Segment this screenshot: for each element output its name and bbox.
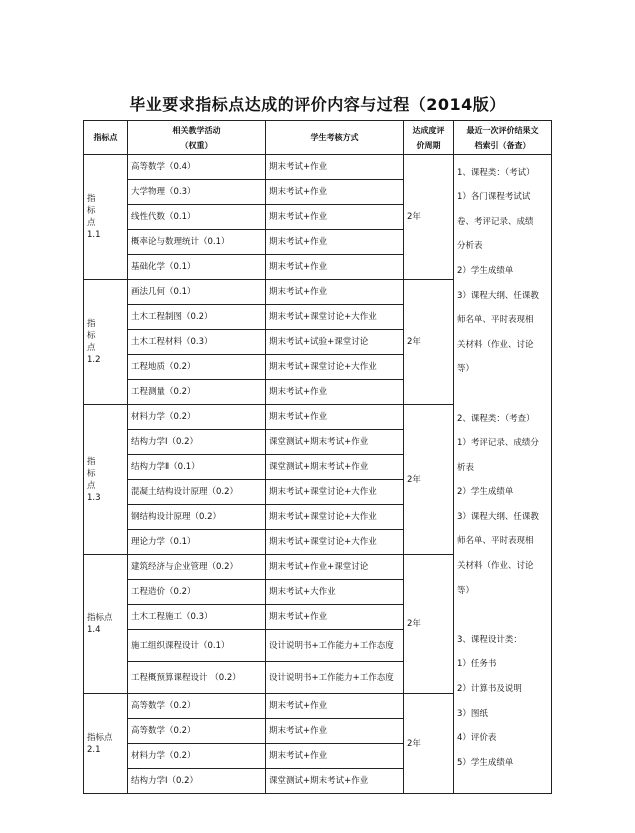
- indicator-cell: [84, 405, 128, 555]
- index-line: 师名单、平时表现相: [457, 536, 534, 547]
- method-cell: 期末考试+作业: [266, 405, 404, 430]
- activity-cell: 基础化学（0.1）: [128, 255, 266, 280]
- indicator-cell: [84, 280, 128, 405]
- method-cell: 期末考试+课堂讨论+大作业: [266, 480, 404, 505]
- header-activity: [128, 121, 266, 155]
- indicator-line: 标: [87, 206, 96, 216]
- index-line: 1）任务书: [457, 659, 497, 670]
- indicator-line: 指: [87, 456, 96, 467]
- indicator-line: 标: [87, 331, 96, 341]
- table-row: [84, 155, 552, 180]
- index-line: 2）学生成绩单: [457, 265, 514, 276]
- activity-cell: 画法几何（0.1）: [128, 280, 266, 305]
- activity-cell: 线性代数（0.1）: [128, 205, 266, 230]
- index-line: 等）: [457, 585, 475, 596]
- cycle-cell: 2年: [404, 555, 454, 694]
- index-line: 关材料（作业、讨论: [457, 561, 534, 572]
- activity-cell: 工程地质（0.2）: [128, 355, 266, 380]
- method-cell: 课堂测试+期末考试+作业: [266, 455, 404, 480]
- activity-cell: 钢结构设计原理（0.2）: [128, 505, 266, 530]
- indicator-line: 指: [87, 319, 96, 329]
- method-cell: 期末考试+作业: [266, 694, 404, 719]
- index-line: 1、课程类：（考试）: [457, 167, 535, 178]
- header-row: [84, 121, 552, 155]
- header-index-line2: 档索引（备查）: [474, 140, 531, 150]
- activity-cell: 材料力学（0.2）: [128, 405, 266, 430]
- indicator-line: 2.1: [87, 744, 101, 755]
- method-cell: 期末考试+课堂讨论+大作业: [266, 355, 404, 380]
- header-index: [454, 121, 552, 155]
- index-line: 关材料（作业、讨论: [457, 339, 534, 350]
- index-line: 师名单、平时表现相: [457, 315, 534, 326]
- activity-cell: 理论力学（0.1）: [128, 530, 266, 555]
- method-cell: 期末考试+作业: [266, 155, 404, 180]
- index-line: 卷、考评记录、成绩: [457, 216, 534, 227]
- index-line: 分析表: [457, 241, 483, 252]
- activity-cell: 土木工程施工（0.3）: [128, 605, 266, 630]
- indicator-line: 1.4: [87, 625, 101, 635]
- activity-cell: 大学物理（0.3）: [128, 180, 266, 205]
- header-indicator: 指标点: [84, 121, 128, 155]
- method-cell: 期末考试+大作业: [266, 580, 404, 605]
- method-cell: 课堂测试+期末考试+作业: [266, 769, 404, 794]
- method-cell: 期末考试+作业+课堂讨论: [266, 555, 404, 580]
- index-line: [457, 609, 548, 634]
- header-cycle-line1: 达成度评: [412, 125, 445, 135]
- header-activity-weight: （权重）: [180, 140, 213, 150]
- activity-cell: 结构力学Ⅱ（0.1）: [128, 455, 266, 480]
- index-line: 4）评价表: [457, 733, 497, 744]
- method-cell: 期末考试+作业: [266, 380, 404, 405]
- method-cell: 期末考试+作业: [266, 280, 404, 305]
- method-cell: 期末考试+课堂讨论+大作业: [266, 505, 404, 530]
- activity-cell: 工程测量（0.2）: [128, 380, 266, 405]
- method-cell: 期末考试+试验+课堂讨论: [266, 330, 404, 355]
- header-cycle: [404, 121, 454, 155]
- method-cell: 设计说明书+工作能力+工作态度: [266, 662, 404, 694]
- cycle-cell: 2年: [404, 155, 454, 280]
- index-line: 2）计算书及说明: [457, 684, 522, 695]
- index-line: 2、课程类：（考查）: [457, 413, 535, 424]
- index-line: 3）图纸: [457, 708, 488, 719]
- header-index-line1: 最近一次评价结果文: [466, 125, 539, 135]
- index-line: 1）考评记录、成绩分: [457, 438, 539, 449]
- activity-cell: 工程概预算课程设计 （0.2）: [128, 662, 266, 694]
- activity-cell: 高等数学（0.4）: [128, 155, 266, 180]
- activity-cell: 混凝土结构设计原理（0.2）: [128, 480, 266, 505]
- indicator-line: 指: [87, 194, 96, 204]
- cycle-cell: 2年: [404, 280, 454, 405]
- method-cell: 期末考试+作业: [266, 205, 404, 230]
- indicator-line: 指标点: [87, 613, 113, 623]
- activity-cell: 建筑经济与企业管理（0.2）: [128, 555, 266, 580]
- method-cell: 期末考试+作业: [266, 719, 404, 744]
- indicator-cell: [84, 694, 128, 794]
- activity-cell: 土木工程材料（0.3）: [128, 330, 266, 355]
- index-line: 5）学生成绩单: [457, 757, 514, 768]
- index-line: 3）课程大纲、任课教: [457, 511, 539, 522]
- method-cell: 期末考试+课堂讨论+大作业: [266, 530, 404, 555]
- indicator-line: 标: [87, 468, 96, 479]
- activity-cell: 概率论与数理统计（0.1）: [128, 230, 266, 255]
- indicator-line: 1.3: [87, 492, 101, 503]
- indicator-line: 1.1: [87, 230, 101, 240]
- cycle-cell: 2年: [404, 405, 454, 555]
- method-cell: 期末考试+作业: [266, 230, 404, 255]
- method-cell: 期末考试+作业: [266, 180, 404, 205]
- activity-cell: 高等数学（0.2）: [128, 719, 266, 744]
- indicator-cell: [84, 155, 128, 280]
- evaluation-table: [83, 120, 552, 794]
- index-line: 3、课程设计类：: [457, 634, 522, 645]
- index-line: 等）: [457, 364, 475, 375]
- method-cell: 期末考试+作业: [266, 744, 404, 769]
- method-cell: 课堂测试+期末考试+作业: [266, 430, 404, 455]
- index-line: 析表: [457, 462, 475, 473]
- method-cell: 期末考试+作业: [266, 605, 404, 630]
- header-cycle-line2: 价周期: [416, 140, 441, 150]
- activity-cell: 结构力学Ⅰ（0.2）: [128, 430, 266, 455]
- activity-cell: 工程造价（0.2）: [128, 580, 266, 605]
- header-activity-label: 相关教学活动: [172, 125, 221, 135]
- method-cell: 期末考试+课堂讨论+大作业: [266, 305, 404, 330]
- method-cell: 期末考试+作业: [266, 255, 404, 280]
- activity-cell: 施工组织课程设计（0.1）: [128, 630, 266, 662]
- index-line: 3）课程大纲、任课教: [457, 290, 539, 301]
- header-method: 学生考核方式: [266, 121, 404, 155]
- activity-cell: 土木工程制图（0.2）: [128, 305, 266, 330]
- method-cell: 设计说明书+工作能力+工作态度: [266, 630, 404, 662]
- index-line: 2）学生成绩单: [457, 487, 514, 498]
- index-line: 1）各门课程考试试: [457, 192, 531, 203]
- activity-cell: 结构力学Ⅰ（0.2）: [128, 769, 266, 794]
- indicator-line: 点: [87, 480, 96, 491]
- index-line: [457, 388, 548, 413]
- indicator-line: 点: [87, 343, 96, 353]
- page-title: 毕业要求指标点达成的评价内容与过程（2014版）: [129, 95, 506, 114]
- indicator-line: 点: [87, 218, 96, 228]
- index-cell: [454, 155, 552, 794]
- cycle-cell: 2年: [404, 694, 454, 794]
- activity-cell: 高等数学（0.2）: [128, 694, 266, 719]
- activity-cell: 材料力学（0.2）: [128, 744, 266, 769]
- indicator-line: 指标点: [87, 732, 113, 743]
- indicator-cell: [84, 555, 128, 694]
- indicator-line: 1.2: [87, 355, 101, 365]
